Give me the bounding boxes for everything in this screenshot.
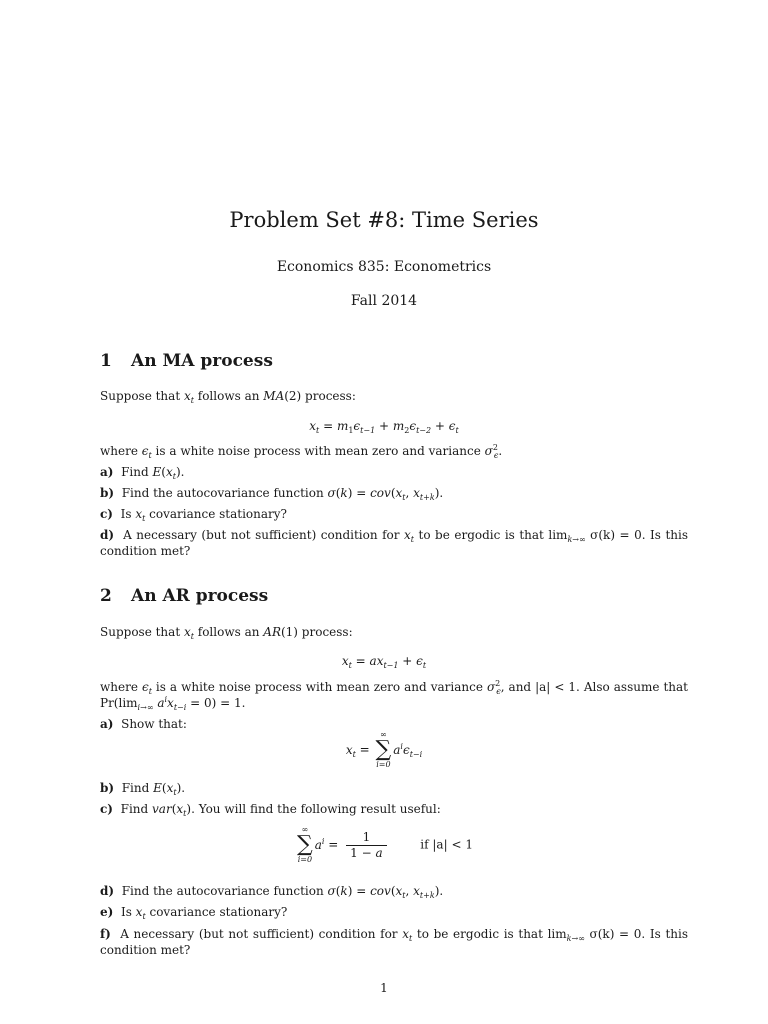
section-title: An MA process <box>131 351 273 371</box>
section-number: 1 <box>100 351 112 371</box>
question-1b: b) Find the autocovariance function $\sigma(k) = cov(x_t$, $x_{t+k}$). <box>100 486 444 502</box>
section-title: An AR process <box>131 586 269 606</box>
question-1c: c) Is $x_t$ covariance stationary? <box>100 507 287 523</box>
ma-equation: $x_t = m_1\epsilon_{t-1} + m_2\epsilon_{t-2} + \epsilon_t$ <box>309 419 459 435</box>
page-number: 1 <box>380 981 388 995</box>
question-2d: d) Find the autocovariance function $\sigma(k) = cov(x_t$, $x_{t+k}$). <box>100 884 444 900</box>
ma-infinity-equation: $x_t$ = ∞ ∑ i=0 $a^i\epsilon_{t-i}$ <box>345 730 423 769</box>
section-1-intro: Suppose that $x_t$ follows an MA(2) process: <box>100 389 356 405</box>
geometric-series-equation: ∞ ∑ i=0 $a^i$ = $\frac{1}{1 - a}$ if |a| < 1 <box>297 825 473 864</box>
question-2a: a) Show that: <box>100 717 187 731</box>
section-2-heading <box>100 585 268 607</box>
section-number: 2 <box>100 586 112 606</box>
convergence-condition: if |a| < 1 <box>420 837 473 852</box>
question-2b: b) Find $E(x_t)$. <box>100 781 186 797</box>
question-1d: d) A necessary (but not sufficient) condition for $x_t$ to be ergodic is that $\lim_{k\to\infty} \sigma(k) = 0$. Is this condition met? <box>100 528 688 558</box>
section-1-heading <box>100 350 273 372</box>
question-2f: f) A necessary (but not sufficient) condition for $x_t$ to be ergodic is that $\lim_{k\to\infty} \sigma(k) = 0$. Is this condition met? <box>100 927 688 957</box>
ar-equation: $x_t = ax_{t-1} + \epsilon_t$ <box>341 654 427 670</box>
course-name: Economics 835: Econometrics <box>276 259 492 275</box>
document-title: Problem Set #8: Time Series <box>229 208 539 232</box>
section-2-white-noise: where $\epsilon_t$ is a white noise process with mean zero and variance $\sigma^2_\epsilon$, and |a| < 1. Also assume that $Pr(\lim_{i\to\infty}$ $a^ix_{t-i} = 0) = 1$. <box>100 679 688 712</box>
question-2c: c) Find $var(x_t)$. You will find the following result useful: <box>100 802 441 818</box>
question-1a: a) Find $E(x_t)$. <box>100 465 185 481</box>
question-2e: e) Is $x_t$ covariance stationary? <box>100 905 288 921</box>
section-1-white-noise: where $\epsilon_t$ is a white noise process with mean zero and variance $\sigma^2_\epsilon$. <box>100 443 503 460</box>
term: Fall 2014 <box>350 293 418 309</box>
section-2-intro: Suppose that $x_t$ follows an AR(1) process: <box>100 625 353 641</box>
